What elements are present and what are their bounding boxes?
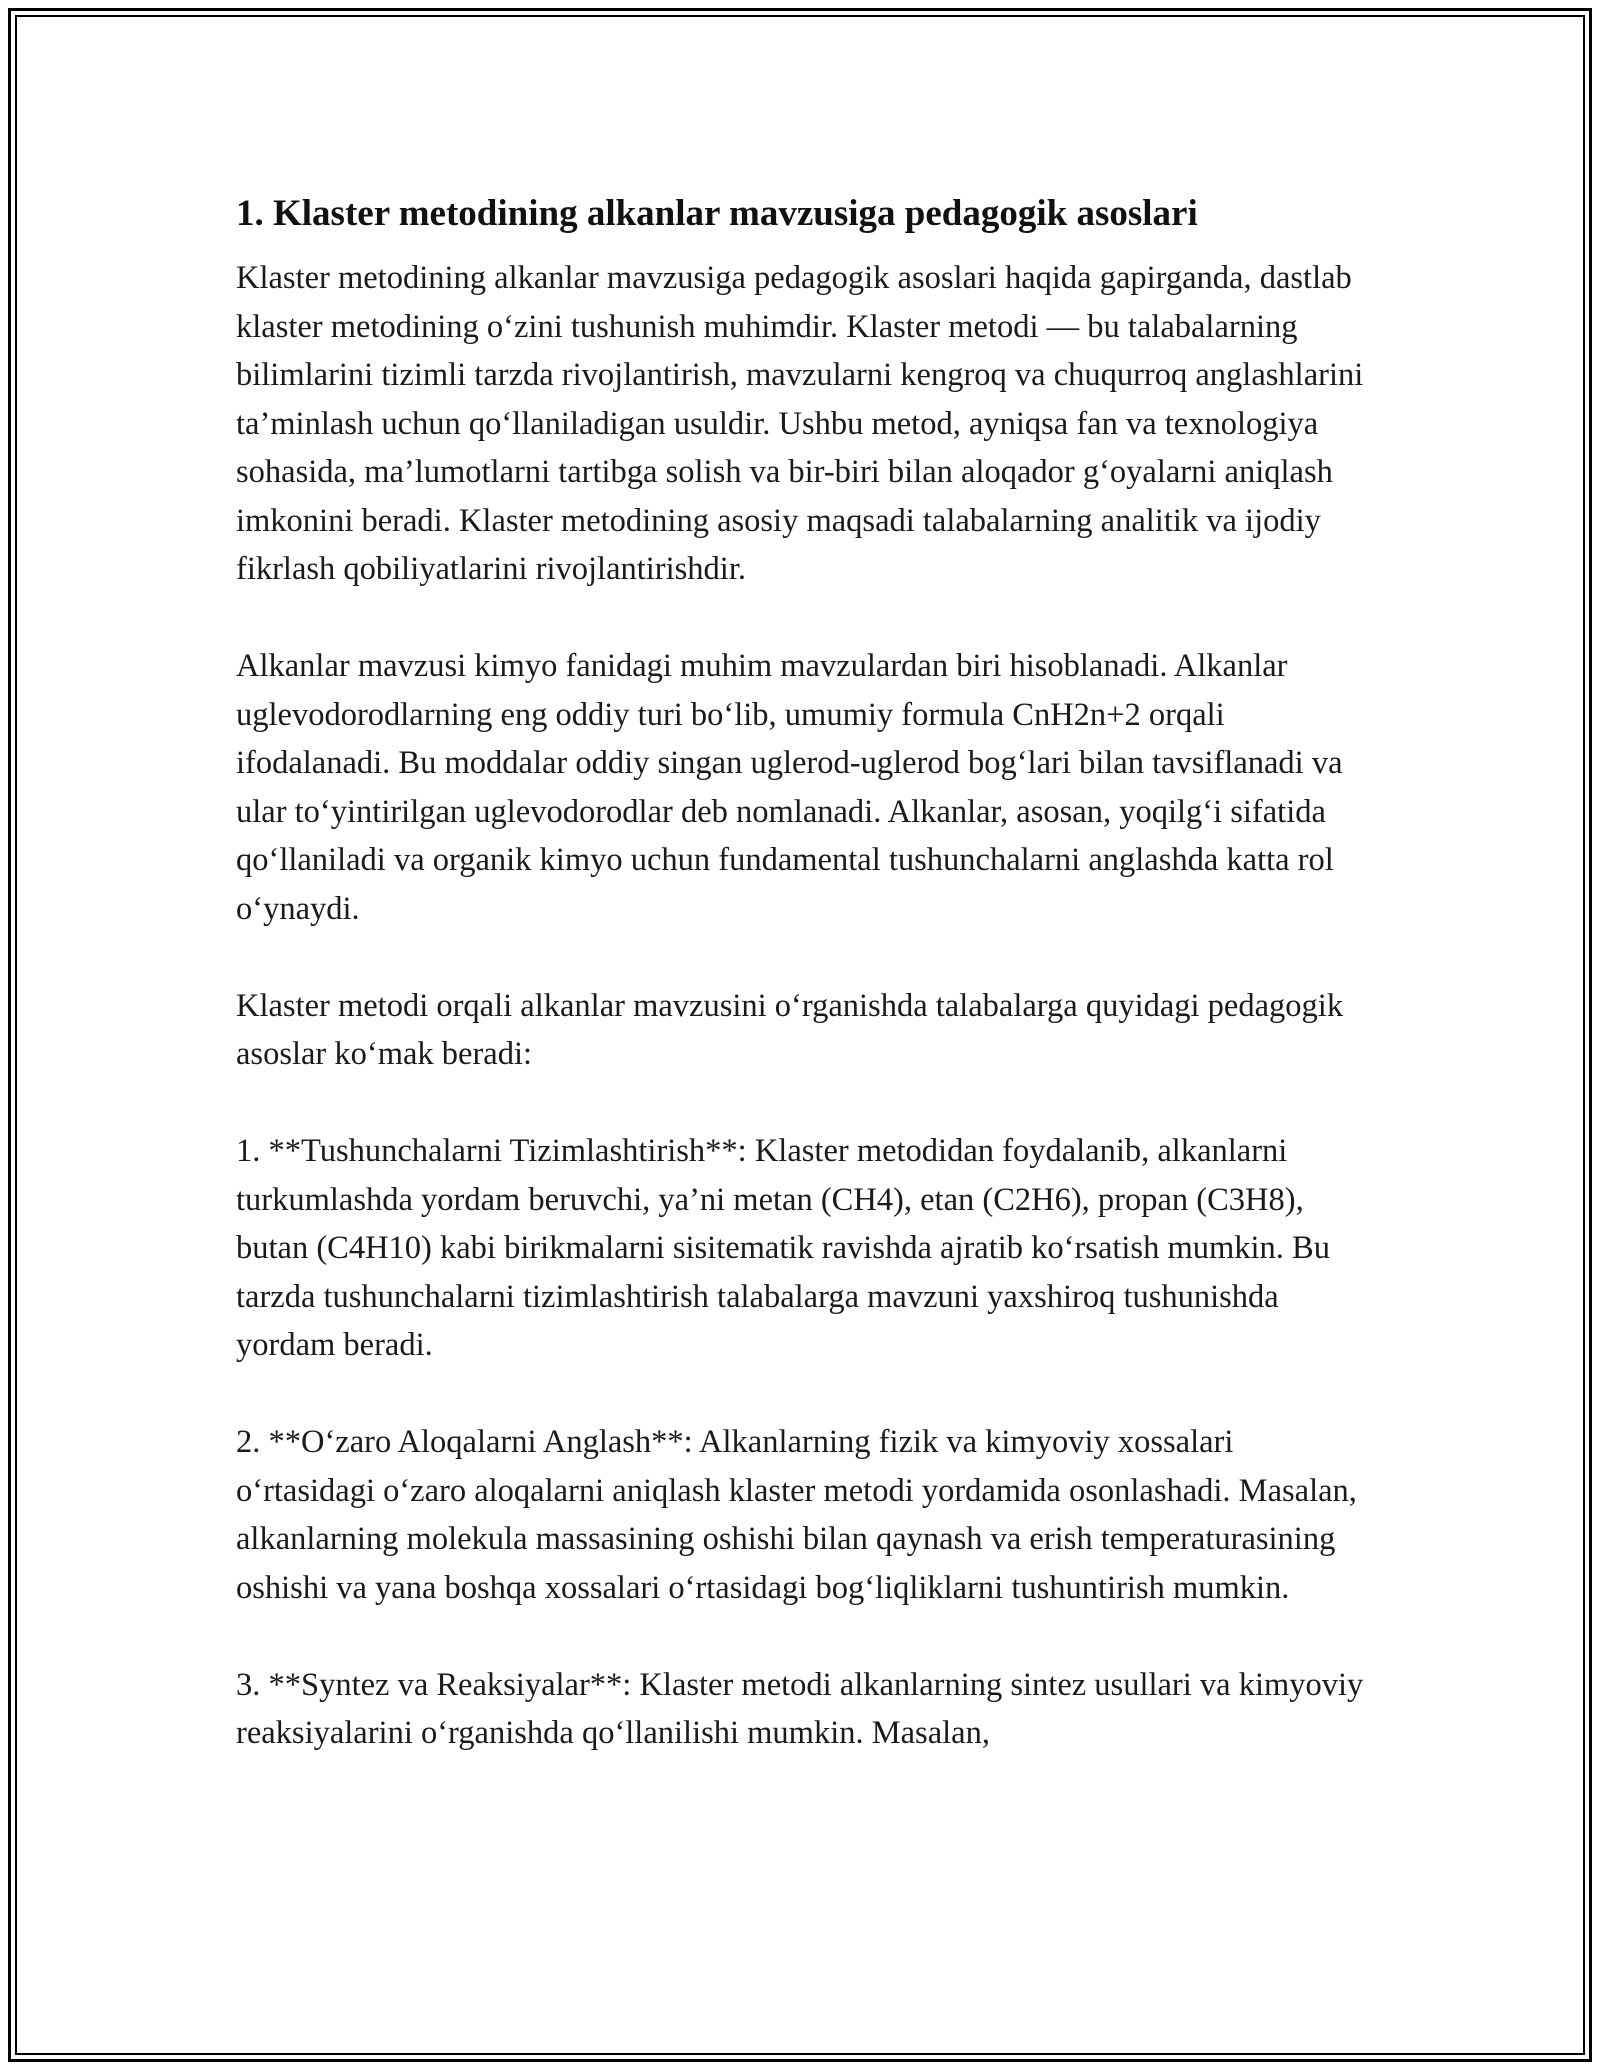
list-item-systematization: 1. **Tushunchalarni Tizimlashtirish**: Klaster metodidan foydalanib, alkanlarni turkumlashda yordam beruvchi, ya’ni metan (CH4), etan (C2H6), propan (C3H8), butan (C4H10) kabi birikmalarni sisitematik ravishda ajratib ko‘rsatish mumkin. Bu tarzda tushunchalarni tizimlashtirish talabalarga mavzuni yaxshiroq tushunishda yordam beradi. xyxy=(236,1133,1330,1363)
paragraph-intro: Klaster metodining alkanlar mavzusiga pedagogik asoslari haqida gapirganda, dastlab klaster metodining o‘zini tushunish muhimdir. Klaster metodi — bu talabalarning bilimlarini tizimli tarzda rivojlantirish, mavzularni kengroq va chuqurroq anglashlarini ta’minlash uchun qo‘llaniladigan usuldir. Ushbu metod, ayniqsa fan va texnologiya sohasida, ma’lumotlarni tartibga solish va bir-biri bilan aloqador g‘oyalarni aniqlash imkonini beradi. Klaster metodining asosiy maqsadi talabalarning analitik va ijodiy fikrlash qobiliyatlarini rivojlantirishdir. xyxy=(236,260,1364,587)
list-item-interrelations: 2. **O‘zaro Aloqalarni Anglash**: Alkanlarning fizik va kimyoviy xossalari o‘rtasidagi o‘zaro aloqalarni aniqlash klaster metodi yordamida osonlashadi. Masalan, alkanlarning molekula massasining oshishi bilan qaynash va erish temperaturasining oshishi va yana boshqa xossalari o‘rtasidagi bog‘liqliklarni tushuntirish mumkin. xyxy=(236,1424,1357,1606)
list-item-synthesis: 3. **Syntez va Reaksiyalar**: Klaster metodi alkanlarning sintez usullari va kimyoviy reaksiyalarini o‘rganishda qo‘llanilishi mumkin. Masalan, xyxy=(236,1666,1364,1751)
document-body xyxy=(236,188,1376,1806)
section-title: 1. Klaster metodining alkanlar mavzusiga pedagogik asoslari xyxy=(236,193,1198,234)
paragraph-pedagogical-bases: Klaster metodi orqali alkanlar mavzusini o‘rganishda talabalarga quyidagi pedagogik asoslar ko‘mak beradi: xyxy=(236,987,1344,1072)
paragraph-alkanes: Alkanlar mavzusi kimyo fanidagi muhim mavzulardan biri hisoblanadi. Alkanlar uglevodorodlarning eng oddiy turi bo‘lib, umumiy formula CnH2n+2 orqali ifodalanadi. Bu moddalar oddiy singan uglerod-uglerod bog‘lari bilan tavsiflanadi va ular to‘yintirilgan uglevodorodlar deb nomlanadi. Alkanlar, asosan, yoqilg‘i sifatida qo‘llaniladi va organik kimyo uchun fundamental tushunchalarni anglashda katta rol o‘ynaydi. xyxy=(236,648,1343,927)
